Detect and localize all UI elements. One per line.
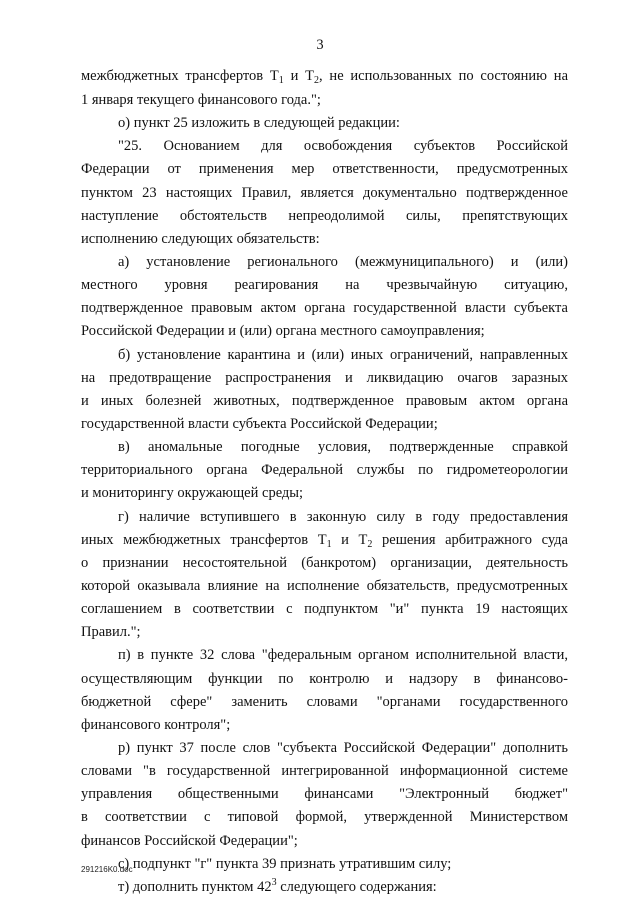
text-segment: т) дополнить пунктом 42 — [118, 879, 272, 895]
text-line — [81, 785, 568, 803]
text-segment: местного уровня реагирования на чрезвычайную ситуацию, — [81, 277, 568, 293]
text-line — [81, 808, 568, 826]
text-segment: наступление обстоятельств непреодолимой силы, препятствующих — [81, 208, 568, 224]
subscript: 1 — [278, 75, 284, 86]
text-segment: г) наличие вступившего в законную силу в году предоставления — [118, 509, 568, 525]
text-segment: межбюджетных трансфертов Т — [81, 68, 279, 84]
text-line — [81, 91, 568, 109]
text-segment: п) в пункте 32 слова "федеральным органом исполнительной власти, — [118, 647, 568, 663]
text-segment: Правил."; — [81, 624, 141, 640]
text-segment: словами "в государственной интегрированной информационной системе — [81, 763, 568, 779]
text-line — [81, 392, 568, 410]
subscript: 2 — [367, 539, 373, 550]
text-line — [81, 299, 568, 317]
text-segment: решения арбитражного суда — [372, 532, 568, 548]
text-line — [81, 67, 568, 85]
text-line — [118, 739, 568, 757]
text-segment: которой оказывала влияние на исполнение обязательств, предусмотренных — [81, 578, 568, 594]
text-line — [118, 137, 568, 155]
text-segment: подтвержденное правовым актом органа государственной власти субъекта — [81, 300, 568, 316]
text-line — [118, 878, 568, 896]
text-line — [81, 415, 568, 433]
text-line — [81, 276, 568, 294]
text-segment: на предотвращение распространения и ликвидацию очагов заразных — [81, 370, 568, 386]
text-line — [81, 461, 568, 479]
text-segment: пунктом 23 настоящих Правил, является документально подтвержденное — [81, 185, 568, 201]
text-segment: финансов Российской Федерации"; — [81, 833, 298, 849]
subscript: 1 — [326, 539, 332, 550]
text-segment: управления общественными финансами "Электронный бюджет" — [81, 786, 568, 802]
text-segment: с) подпункт "г" пункта 39 признать утратившим силу; — [118, 856, 452, 872]
text-segment: территориального органа Федеральной службы по гидрометеорологии — [81, 462, 568, 478]
text-segment: б) установление карантина и (или) иных ограничений, направленных — [118, 347, 568, 363]
text-line — [118, 438, 568, 456]
text-line — [81, 762, 568, 780]
text-line — [81, 554, 568, 572]
text-line — [118, 253, 568, 271]
text-line — [81, 623, 568, 641]
page-number: 3 — [316, 37, 324, 53]
text-line — [81, 160, 568, 178]
text-line — [81, 600, 568, 618]
text-segment: иных межбюджетных трансфертов Т — [81, 532, 327, 548]
text-segment: в соответствии с типовой формой, утвержденной Министерством — [81, 809, 568, 825]
text-segment: следующего содержания: — [276, 879, 437, 895]
text-line — [118, 508, 568, 526]
text-segment: и мониторингу окружающей среды; — [81, 485, 304, 501]
text-segment: "25. Основанием для освобождения субъектов Российской — [118, 138, 568, 154]
text-line — [81, 369, 568, 387]
text-segment: а) установление регионального (межмуниципального) и (или) — [118, 254, 568, 270]
text-segment: государственной власти субъекта Российской Федерации; — [81, 416, 438, 432]
text-segment: , не использованных по состоянию на — [319, 68, 568, 84]
text-line — [81, 693, 568, 711]
text-line — [81, 484, 568, 502]
subscript: 2 — [314, 75, 320, 86]
text-line — [81, 716, 568, 734]
text-line — [118, 855, 568, 873]
text-line — [81, 832, 568, 850]
text-segment: о признании несостоятельной (банкротом) организации, деятельность — [81, 555, 568, 571]
text-line — [118, 646, 568, 664]
text-segment: исполнению следующих обязательств: — [81, 231, 320, 247]
text-line — [81, 670, 568, 688]
text-segment: 1 января текущего финансового года."; — [81, 92, 321, 108]
text-segment: в) аномальные погодные условия, подтвержденные справкой — [118, 439, 568, 455]
text-segment: и Т — [331, 532, 368, 548]
text-line — [81, 184, 568, 202]
text-segment: бюджетной сфере" заменить словами "органами государственного — [81, 694, 568, 710]
text-segment: о) пункт 25 изложить в следующей редакции: — [118, 115, 400, 131]
text-line — [118, 346, 568, 364]
text-line — [81, 531, 568, 549]
text-segment: осуществляющим функции по контролю и надзору в финансово- — [81, 671, 568, 687]
text-line — [81, 322, 568, 340]
text-segment: соглашением в соответствии с подпунктом "и" пункта 19 настоящих — [81, 601, 568, 617]
text-line — [81, 230, 568, 248]
text-line — [118, 114, 568, 132]
text-segment: и Т — [283, 68, 315, 84]
footer-file-code: 291216K0.doc — [81, 865, 133, 874]
text-segment: Федерации от применения мер ответственности, предусмотренных — [81, 161, 568, 177]
text-segment: р) пункт 37 после слов "субъекта Российской Федерации" дополнить — [118, 740, 568, 756]
text-segment: и иных болезней животных, подтвержденное правовым актом органа — [81, 393, 568, 409]
text-segment: Российской Федерации и (или) органа местного самоуправления; — [81, 323, 485, 339]
superscript: 3 — [271, 877, 277, 888]
text-segment: финансового контроля"; — [81, 717, 231, 733]
text-line — [81, 207, 568, 225]
text-line — [81, 577, 568, 595]
